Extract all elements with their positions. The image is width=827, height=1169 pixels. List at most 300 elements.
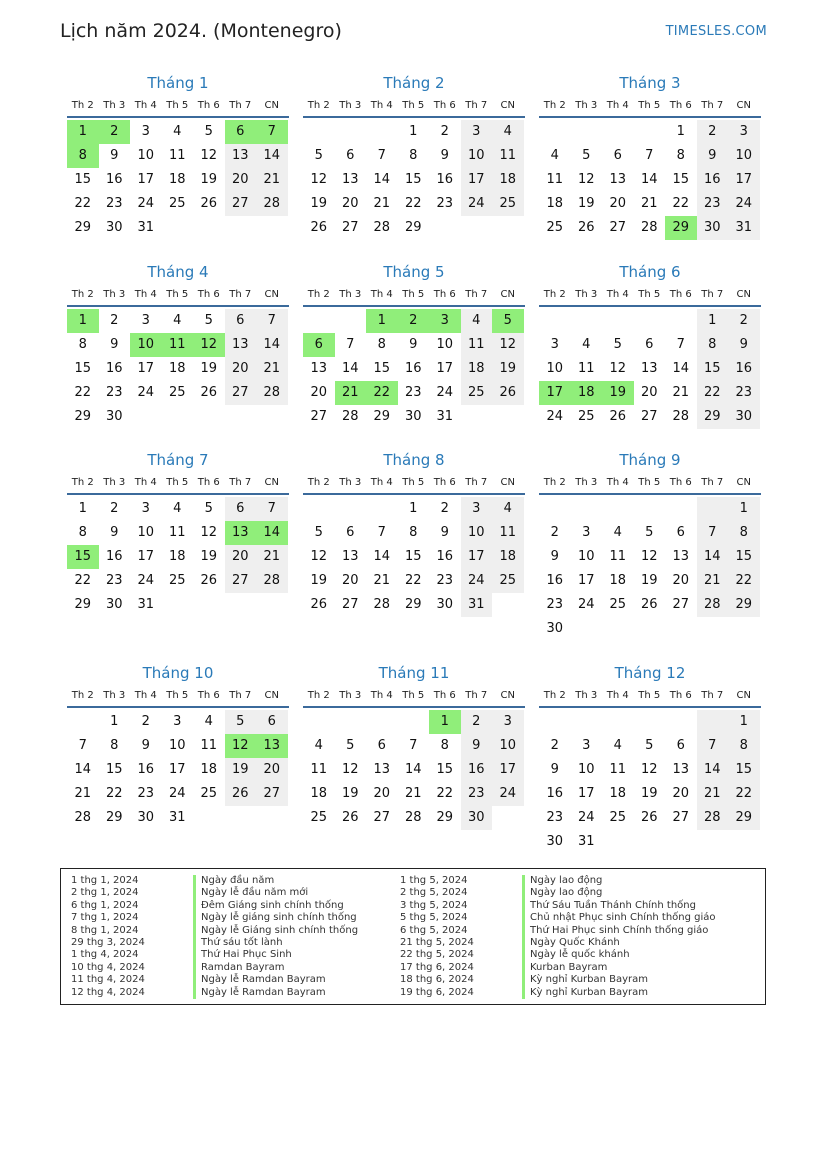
holiday-day-cell: 1 (429, 710, 461, 734)
weekday-label: Th 7 (465, 477, 488, 488)
day-cell: 8 (377, 337, 386, 352)
empty-cell (634, 497, 666, 521)
day-cell: 23 (137, 786, 155, 801)
empty-cell (398, 710, 430, 734)
day-cell: 24 (461, 192, 493, 216)
day-cell: 8 (728, 734, 760, 758)
day-cell: 17 (461, 545, 493, 569)
day-cell: 11 (577, 361, 595, 376)
empty-cell (697, 710, 729, 734)
day-cell: 9 (550, 762, 559, 777)
day-cell: 16 (105, 549, 123, 564)
day-cell: 19 (341, 786, 359, 801)
day-cell: 29 (404, 220, 422, 235)
day-cell: 2 (440, 501, 449, 516)
day-cell: 5 (204, 313, 213, 328)
day-cell: 19 (200, 549, 218, 564)
day-grid (303, 710, 525, 830)
holiday-date: 7 thg 1, 2024 (71, 912, 139, 924)
day-cell: 1 (409, 501, 418, 516)
day-cell: 7 (346, 337, 355, 352)
day-cell: 5 (204, 124, 213, 139)
weekday-header (539, 686, 761, 708)
day-cell: 22 (697, 381, 729, 405)
day-cell: 10 (577, 549, 595, 564)
day-cell: 28 (373, 220, 391, 235)
holiday-name: Đêm Giáng sinh chính thống (193, 900, 358, 912)
holiday-day-cell: 11 (162, 333, 194, 357)
day-cell: 18 (546, 196, 564, 211)
day-cell: 31 (728, 216, 760, 240)
day-cell: 4 (582, 337, 591, 352)
month-name: Tháng 11 (378, 664, 450, 682)
weekday-label: Th 6 (433, 100, 456, 111)
weekday-label: Th 6 (669, 690, 692, 701)
day-cell: 25 (609, 597, 627, 612)
day-cell: 15 (404, 549, 422, 564)
day-cell: 15 (373, 361, 391, 376)
day-cell: 23 (728, 381, 760, 405)
holiday-names-right (522, 875, 716, 999)
day-cell: 22 (728, 569, 760, 593)
day-cell: 7 (256, 309, 288, 333)
day-cell: 9 (110, 148, 119, 163)
day-cell: 2 (728, 309, 760, 333)
day-cell: 20 (310, 385, 328, 400)
month-5 (303, 261, 525, 429)
day-cell: 30 (105, 409, 123, 424)
empty-cell (335, 710, 367, 734)
empty-cell (665, 309, 697, 333)
empty-cell (665, 710, 697, 734)
day-cell: 17 (577, 573, 595, 588)
day-cell: 24 (168, 786, 186, 801)
empty-cell (697, 497, 729, 521)
day-cell: 28 (640, 220, 658, 235)
day-cell: 27 (225, 192, 257, 216)
day-cell: 15 (697, 357, 729, 381)
day-grid (67, 309, 289, 429)
weekday-label: Th 2 (307, 289, 330, 300)
day-cell: 17 (168, 762, 186, 777)
day-cell: 31 (436, 409, 454, 424)
day-cell: 11 (310, 762, 328, 777)
weekday-label: CN (264, 690, 279, 701)
day-cell: 4 (613, 738, 622, 753)
weekday-label: Th 5 (638, 289, 661, 300)
weekday-label: Th 3 (103, 289, 126, 300)
day-cell: 21 (74, 786, 92, 801)
weekday-label: Th 2 (71, 477, 94, 488)
weekday-label: Th 7 (701, 289, 724, 300)
day-cell: 9 (110, 525, 119, 540)
day-cell: 4 (613, 525, 622, 540)
day-cell: 23 (105, 196, 123, 211)
day-cell: 17 (137, 172, 155, 187)
day-cell: 18 (310, 786, 328, 801)
holiday-day-cell: 5 (492, 309, 524, 333)
day-cell: 22 (105, 786, 123, 801)
weekday-label: Th 3 (339, 289, 362, 300)
holiday-name: Thứ Hai Phục Sinh (193, 949, 358, 961)
day-cell: 13 (310, 361, 328, 376)
weekday-header (539, 96, 761, 118)
empty-cell (366, 120, 398, 144)
day-cell: 31 (461, 593, 493, 617)
holiday-day-cell: 12 (193, 333, 225, 357)
weekday-label: Th 5 (638, 477, 661, 488)
day-cell: 7 (377, 148, 386, 163)
day-cell: 2 (461, 710, 493, 734)
day-grid (303, 120, 525, 240)
day-cell: 2 (697, 120, 729, 144)
day-cell: 4 (492, 120, 524, 144)
day-cell: 20 (225, 168, 257, 192)
day-cell: 14 (341, 361, 359, 376)
holiday-day-cell: 12 (225, 734, 257, 758)
holiday-day-cell: 19 (602, 381, 634, 405)
day-cell: 20 (256, 758, 288, 782)
day-cell: 5 (225, 710, 257, 734)
day-cell: 30 (137, 810, 155, 825)
day-cell: 19 (640, 573, 658, 588)
day-cell: 9 (728, 333, 760, 357)
day-cell: 22 (728, 782, 760, 806)
holiday-name: Ngày lao động (522, 875, 716, 887)
day-cell: 26 (225, 782, 257, 806)
day-cell: 15 (74, 361, 92, 376)
day-cell: 21 (373, 573, 391, 588)
day-cell: 17 (728, 168, 760, 192)
holiday-date: 17 thg 6, 2024 (400, 961, 474, 973)
day-cell: 20 (341, 196, 359, 211)
day-cell: 27 (256, 782, 288, 806)
empty-cell (634, 120, 666, 144)
day-cell: 16 (546, 573, 564, 588)
day-cell: 2 (141, 714, 150, 729)
holiday-date: 21 thg 5, 2024 (400, 937, 474, 949)
weekday-header (303, 96, 525, 118)
day-cell: 2 (550, 525, 559, 540)
holiday-date: 5 thg 5, 2024 (400, 912, 468, 924)
weekday-label: Th 7 (229, 690, 252, 701)
day-cell: 15 (436, 762, 454, 777)
day-cell: 20 (672, 573, 690, 588)
day-cell: 23 (461, 782, 493, 806)
day-cell: 9 (461, 734, 493, 758)
weekday-label: Th 3 (339, 100, 362, 111)
day-cell: 9 (550, 549, 559, 564)
day-cell: 21 (697, 569, 729, 593)
holiday-name: Ngày Quốc Khánh (522, 937, 716, 949)
weekday-label: Th 7 (701, 477, 724, 488)
weekday-label: Th 7 (701, 100, 724, 111)
weekday-label: Th 4 (606, 690, 629, 701)
weekday-label: Th 3 (103, 100, 126, 111)
day-cell: 3 (550, 337, 559, 352)
day-cell: 5 (314, 148, 323, 163)
day-cell: 25 (168, 196, 186, 211)
month-name: Tháng 3 (619, 74, 681, 92)
day-cell: 17 (492, 758, 524, 782)
holiday-name: Ramdan Bayram (193, 962, 358, 974)
holiday-day-cell: 3 (429, 309, 461, 333)
day-cell: 6 (377, 738, 386, 753)
empty-cell (571, 120, 603, 144)
weekday-label: Th 3 (575, 289, 598, 300)
day-cell: 18 (200, 762, 218, 777)
weekday-label: CN (264, 477, 279, 488)
month-10 (67, 662, 289, 830)
day-cell: 7 (409, 738, 418, 753)
day-grid (303, 497, 525, 617)
holiday-day-cell: 10 (130, 333, 162, 357)
day-cell: 20 (341, 573, 359, 588)
day-cell: 15 (105, 762, 123, 777)
day-grid (539, 309, 761, 429)
empty-cell (366, 497, 398, 521)
day-cell: 25 (168, 573, 186, 588)
day-cell: 7 (377, 525, 386, 540)
day-cell: 19 (225, 758, 257, 782)
day-cell: 30 (105, 220, 123, 235)
month-name: Tháng 4 (147, 263, 209, 281)
day-cell: 1 (78, 501, 87, 516)
weekday-label: Th 4 (606, 100, 629, 111)
day-cell: 29 (74, 409, 92, 424)
day-cell: 29 (105, 810, 123, 825)
day-cell: 2 (110, 501, 119, 516)
day-cell: 21 (697, 782, 729, 806)
day-cell: 8 (676, 148, 685, 163)
day-cell: 1 (728, 710, 760, 734)
holiday-day-cell: 22 (366, 381, 398, 405)
day-cell: 28 (256, 192, 288, 216)
day-cell: 18 (168, 361, 186, 376)
day-cell: 4 (550, 148, 559, 163)
day-cell: 18 (461, 357, 493, 381)
day-cell: 15 (404, 172, 422, 187)
day-cell: 27 (225, 569, 257, 593)
empty-cell (335, 497, 367, 521)
holiday-name: Thứ sáu tốt lành (193, 937, 358, 949)
day-cell: 27 (225, 381, 257, 405)
day-cell: 11 (200, 738, 218, 753)
day-cell: 24 (728, 192, 760, 216)
day-cell: 19 (577, 196, 595, 211)
day-cell: 5 (346, 738, 355, 753)
day-cell: 14 (256, 144, 288, 168)
holiday-date: 11 thg 4, 2024 (71, 974, 145, 986)
day-cell: 5 (582, 148, 591, 163)
day-cell: 19 (200, 172, 218, 187)
day-cell: 21 (256, 545, 288, 569)
day-cell: 29 (728, 806, 760, 830)
empty-cell (539, 309, 571, 333)
day-cell: 26 (492, 381, 524, 405)
day-cell: 5 (613, 337, 622, 352)
day-cell: 12 (640, 762, 658, 777)
day-cell: 11 (546, 172, 564, 187)
holiday-day-cell: 2 (99, 120, 131, 144)
empty-cell (602, 309, 634, 333)
day-cell: 11 (492, 521, 524, 545)
day-cell: 28 (256, 569, 288, 593)
day-cell: 28 (697, 806, 729, 830)
day-cell: 7 (697, 521, 729, 545)
empty-cell (602, 497, 634, 521)
day-cell: 6 (676, 738, 685, 753)
holiday-day-cell: 13 (256, 734, 288, 758)
day-cell: 8 (78, 337, 87, 352)
month-name: Tháng 7 (147, 451, 209, 469)
holiday-name: Kỳ nghỉ Kurban Bayram (522, 974, 716, 986)
day-cell: 30 (461, 806, 493, 830)
day-cell: 13 (373, 762, 391, 777)
day-cell: 1 (409, 124, 418, 139)
day-cell: 16 (404, 361, 422, 376)
day-cell: 16 (728, 357, 760, 381)
weekday-label: Th 2 (307, 690, 330, 701)
holiday-name: Ngày lễ đầu năm mới (193, 887, 358, 899)
day-cell: 28 (373, 597, 391, 612)
weekday-header (539, 285, 761, 307)
day-cell: 10 (436, 337, 454, 352)
day-cell: 1 (728, 497, 760, 521)
day-cell: 13 (341, 172, 359, 187)
day-cell: 29 (74, 220, 92, 235)
weekday-label: Th 5 (166, 289, 189, 300)
empty-cell (602, 120, 634, 144)
day-cell: 7 (676, 337, 685, 352)
day-cell: 20 (640, 385, 658, 400)
day-cell: 1 (697, 309, 729, 333)
weekday-label: Th 3 (575, 690, 598, 701)
day-cell: 26 (310, 220, 328, 235)
weekday-label: Th 2 (307, 477, 330, 488)
day-cell: 16 (436, 549, 454, 564)
day-cell: 27 (672, 810, 690, 825)
day-cell: 8 (409, 148, 418, 163)
empty-cell (634, 309, 666, 333)
empty-cell (303, 497, 335, 521)
brand-link[interactable]: TIMESLES.COM (665, 24, 767, 39)
weekday-label: Th 7 (465, 690, 488, 701)
holiday-name: Kurban Bayram (522, 962, 716, 974)
day-cell: 18 (609, 786, 627, 801)
day-cell: 31 (577, 834, 595, 849)
month-4 (67, 261, 289, 429)
holiday-date: 6 thg 1, 2024 (71, 899, 139, 911)
holiday-name: Ngày đầu năm (193, 875, 358, 887)
holiday-day-cell: 7 (256, 120, 288, 144)
day-cell: 27 (609, 220, 627, 235)
weekday-label: Th 4 (134, 690, 157, 701)
day-cell: 26 (200, 196, 218, 211)
day-cell: 12 (609, 361, 627, 376)
weekday-label: Th 5 (166, 100, 189, 111)
day-cell: 12 (577, 172, 595, 187)
holiday-date: 18 thg 6, 2024 (400, 974, 474, 986)
day-cell: 4 (314, 738, 323, 753)
empty-cell (571, 710, 603, 734)
day-cell: 3 (492, 710, 524, 734)
day-cell: 8 (697, 333, 729, 357)
holiday-name: Thứ Sáu Tuần Thánh Chính thống (522, 900, 716, 912)
day-cell: 22 (74, 573, 92, 588)
weekday-label: Th 6 (433, 289, 456, 300)
empty-cell (366, 710, 398, 734)
day-cell: 6 (346, 525, 355, 540)
day-cell: 28 (404, 810, 422, 825)
day-cell: 12 (200, 148, 218, 163)
day-cell: 25 (168, 385, 186, 400)
day-cell: 22 (404, 196, 422, 211)
day-cell: 23 (404, 385, 422, 400)
holiday-name: Chủ nhật Phục sinh Chính thống giáo (522, 912, 716, 924)
day-cell: 28 (256, 381, 288, 405)
day-cell: 26 (341, 810, 359, 825)
holiday-name: Ngày lễ quốc khánh (522, 949, 716, 961)
day-cell: 27 (640, 409, 658, 424)
day-cell: 21 (672, 385, 690, 400)
month-11 (303, 662, 525, 830)
day-cell: 12 (341, 762, 359, 777)
day-cell: 13 (341, 549, 359, 564)
day-cell: 11 (168, 525, 186, 540)
day-cell: 9 (697, 144, 729, 168)
day-cell: 27 (310, 409, 328, 424)
holiday-day-cell: 21 (335, 381, 367, 405)
day-cell: 9 (110, 337, 119, 352)
day-cell: 6 (225, 497, 257, 521)
day-cell: 14 (672, 361, 690, 376)
day-cell: 15 (672, 172, 690, 187)
day-cell: 14 (373, 549, 391, 564)
day-cell: 19 (200, 361, 218, 376)
day-cell: 20 (672, 786, 690, 801)
day-cell: 4 (173, 501, 182, 516)
day-cell: 18 (492, 545, 524, 569)
day-cell: 26 (200, 573, 218, 588)
weekday-label: CN (736, 690, 751, 701)
day-cell: 19 (310, 196, 328, 211)
day-cell: 12 (492, 333, 524, 357)
day-cell: 16 (436, 172, 454, 187)
holiday-day-cell: 1 (366, 309, 398, 333)
day-cell: 17 (137, 361, 155, 376)
day-grid (539, 710, 761, 854)
day-cell: 7 (78, 738, 87, 753)
day-cell: 18 (609, 573, 627, 588)
day-cell: 31 (137, 220, 155, 235)
weekday-label: Th 5 (402, 289, 425, 300)
day-cell: 14 (697, 545, 729, 569)
day-cell: 11 (492, 144, 524, 168)
weekday-header (539, 473, 761, 495)
day-cell: 8 (409, 525, 418, 540)
day-cell: 15 (74, 172, 92, 187)
day-cell: 23 (436, 196, 454, 211)
day-cell: 3 (141, 313, 150, 328)
month-name: Tháng 8 (383, 451, 445, 469)
weekday-label: Th 3 (103, 690, 126, 701)
day-cell: 14 (697, 758, 729, 782)
day-cell: 24 (137, 385, 155, 400)
empty-cell (571, 309, 603, 333)
day-cell: 25 (310, 810, 328, 825)
day-cell: 4 (492, 497, 524, 521)
